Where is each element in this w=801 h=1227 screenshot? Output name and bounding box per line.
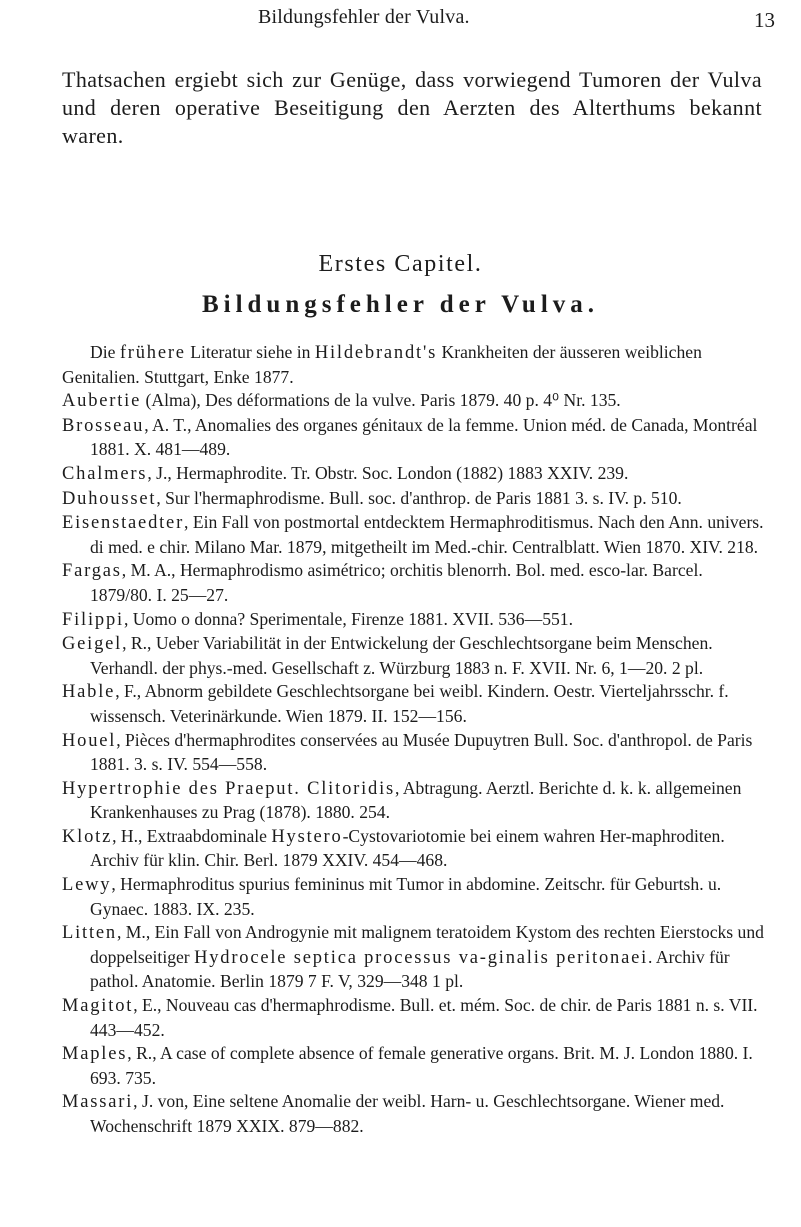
lead-text: Krankheiten der äusseren weiblichen Genitalien. Stuttgart, Enke 1877. [62, 342, 702, 387]
entry-text: , Abtragung. Aerztl. Berichte d. k. k. allgemeinen Krankenhauses zu Prag (1878). 1880. 254. [90, 777, 742, 823]
entry-text: , Hermaphroditus spurius femininus mit Tumor in abdomine. Zeitschr. für Geburtsh. u. Gynaec. 1883. IX. 235. [90, 874, 722, 919]
intro-text: Thatsachen ergiebt sich zur Genüge, dass vorwiegend Tumoren der Vulva und deren operative Beseitigung den Aerzten des Alterthums bekannt waren. [62, 67, 762, 148]
entry-author: Aubertie [62, 391, 142, 412]
entry-text: , J., Hermaphrodite. Tr. Obstr. Soc. London (1882) 1883 XXIV. 239. [147, 462, 629, 483]
entry-text: , M., Ein Fall von Androgynie mit malignem teratoidem Kystom des rechten Eierstocks und doppelseitiger [90, 922, 764, 967]
entry-author: Litten [62, 923, 117, 944]
entry-text: , M. A., Hermaphrodismo asimétrico; orchitis blenorrh. Bol. med. esco-lar. Barcel. 1879/80. I. 25—27. [90, 560, 703, 605]
bibliography-entry [62, 559, 766, 607]
bibliography-entry [62, 389, 766, 414]
entry-text: . Archiv für pathol. Anatomie. Berlin 1879 7 F. V, 329—348 1 pl. [90, 946, 730, 992]
entry-text: , Uomo o donna? Sperimentale, Firenze 1881. XVII. 536—551. [123, 608, 573, 629]
bibliography [62, 341, 766, 1139]
lead-text: Literatur siehe in [185, 342, 315, 362]
lead-spaced-term: frühere [119, 343, 186, 363]
bibliography-entry [62, 777, 766, 825]
bibliography-entry [62, 873, 766, 921]
bibliography-entry [62, 511, 766, 559]
lead-spaced-author: Hildebrandt's [314, 343, 438, 363]
bibliography-entry [62, 1090, 766, 1138]
entry-text: , F., Abnorm gebildete Geschlechtsorgane bei weibl. Kindern. Oestr. Vierteljahrsschr. f. wissensch. Veterinärkunde. Wien 1879. II. 152—156. [90, 681, 729, 726]
running-title: Bildungsfehler der Vulva. [258, 6, 470, 28]
bibliography-entry [62, 632, 766, 680]
intro-paragraph [62, 66, 762, 150]
bibliography-entry [62, 825, 766, 873]
entry-author: Maples [62, 1044, 128, 1065]
entry-text: , Pièces d'hermaphrodites conservées au Musée Dupuytren Bull. Soc. d'anthropol. de Paris 1881. 3. s. IV. 554—558. [90, 729, 753, 775]
entry-text: , R., Ueber Variabilität in der Entwickelung der Geschlechtsorgane beim Menschen. Verhandl. der phys.-med. Gesellschaft z. Würzburg 1883 n. F. XVII. Nr. 6, 1—20. 2 pl. [90, 633, 713, 678]
entry-author: Houel [62, 730, 117, 751]
lead-text: Die [90, 342, 120, 362]
entry-text: , E., Nouveau cas d'hermaphrodisme. Bull. et. mém. Soc. de chir. de Paris 1881 n. s. VII. 443—452. [90, 995, 758, 1040]
bibliography-entry [62, 921, 766, 994]
entry-author: Lewy [62, 875, 112, 896]
entry-text: , R., A case of complete absence of female generative organs. Brit. M. J. London 1880. I. 693. 735. [90, 1043, 753, 1088]
entry-author: Filippi [62, 609, 124, 630]
bibliography-entry [62, 487, 766, 512]
entry-author: Brosseau [62, 415, 145, 436]
bibliography-entry [62, 608, 766, 633]
chapter-heading: Erstes Capitel. [318, 251, 483, 277]
entry-text: , A. T., Anomalies des organes génitaux de la femme. Union méd. de Canada, Montréal 1881. X. 481—489. [90, 414, 758, 460]
bibliography-entry [62, 1042, 766, 1090]
entry-text: , J. von, Eine seltene Anomalie der weibl. Harn- u. Geschlechtsorgane. Wiener med. Wochenschrift 1879 XXIX. 879—882. [90, 1091, 725, 1136]
entry-author: Klotz [62, 826, 113, 847]
entry-spaced-term: Hystero [271, 826, 343, 847]
entry-author: Geigel [62, 634, 123, 655]
entry-author: Eisenstaedter [62, 513, 185, 534]
bibliography-entry [62, 680, 766, 728]
entry-text: (Alma), Des déformations de la vulve. Paris 1879. 40 p. 4⁰ Nr. 135. [141, 390, 621, 411]
entry-author: Magitot [62, 996, 134, 1017]
page-number: 13 [754, 8, 775, 32]
entry-text: , H., Extraabdominale [112, 825, 272, 846]
entry-author: Hypertrophie des Praeput. Clitoridis [62, 778, 396, 799]
bibliography-entry [62, 462, 766, 487]
entry-spaced-term: Hydrocele septica processus va-ginalis peritonaei [194, 947, 649, 968]
bibliography-lead [62, 341, 766, 389]
section-heading: Bildungsfehler der Vulva. [201, 291, 600, 318]
entry-author: Fargas [62, 561, 122, 582]
entry-text: , Sur l'hermaphrodisme. Bull. soc. d'anthrop. de Paris 1881 3. s. IV. p. 510. [156, 487, 682, 508]
entry-text: -Cystovariotomie bei einem wahren Her-maphroditen. Archiv für klin. Chir. Berl. 1879 XXIV. 454—468. [90, 825, 725, 871]
entry-text: , Ein Fall von postmortal entdecktem Hermaphroditismus. Nach den Ann. univers. di med. e chir. Milano Mar. 1879, mitgetheilt im Med.-chir. Centralblatt. Wien 1870. XIV. 218. [90, 512, 764, 557]
entry-author: Massari [62, 1092, 134, 1113]
bibliography-entry [62, 414, 766, 462]
entry-author: Hable [62, 682, 116, 703]
bibliography-entry [62, 729, 766, 777]
entry-author: Duhousset [62, 488, 157, 509]
bibliography-entry [62, 994, 766, 1042]
entry-author: Chalmers [62, 463, 148, 484]
